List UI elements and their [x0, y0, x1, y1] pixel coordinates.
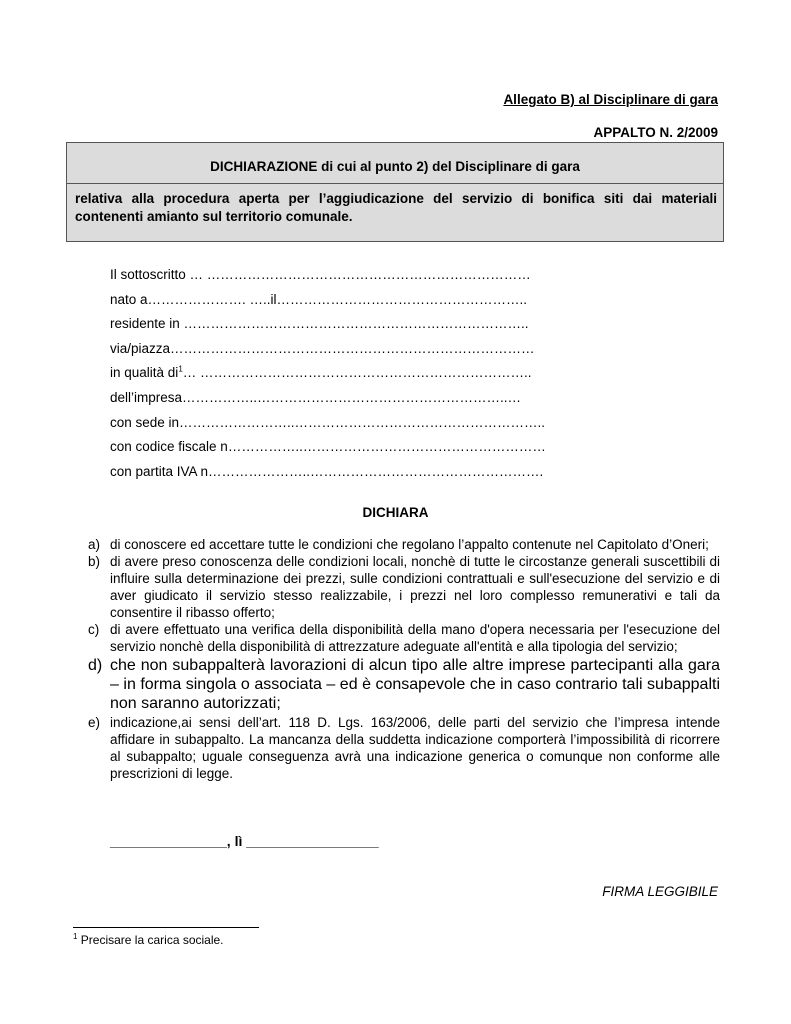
dichiara-heading: DICHIARA: [362, 505, 429, 520]
declarant-fields: [110, 267, 546, 488]
field-nato: [110, 292, 546, 317]
item-text: di avere effettuato una verifica della disponibilità della mano d'opera necessaria per l'esecuzione del servizio nonchè della disponibilità di attrezzature adeguate all'entità e alla tipologia del servizio;: [110, 622, 720, 654]
attachment-heading: Allegato B) al Disciplinare di gara: [503, 92, 718, 107]
field-text: dell’impresa……………..………………………………………………..…: [110, 389, 522, 405]
item-text: indicazione,ai sensi dell’art. 118 D. Lgs. 163/2006, delle parti del servizio che l’impresa intende affidare in subappalto. La mancanza della suddetta indicazione comporterà l’impossibilità di ricorrere al subappalto; uguale conseguenza avrà una indicazione generica o comunque non conforme alle prescrizioni di legge.: [110, 715, 720, 781]
item-marker: b): [88, 554, 101, 569]
field-text: in qualità di: [110, 365, 179, 381]
footnote-rule: [73, 927, 259, 928]
field-via: [110, 341, 546, 366]
declaration-subject: relativa alla procedura aperta per l’aggiudicazione del servizio di bonifica siti dai materiali contenenti amianto sul territorio comunale.: [75, 191, 717, 224]
declaration-item: [88, 714, 720, 782]
field-text: via/piazza………………………………………………………………………: [110, 340, 535, 356]
item-marker: a): [88, 537, 101, 552]
field-text: con sede in……………………..………………………………………………..: [110, 414, 546, 430]
item-text: che non subappalterà lavorazioni di alcun tipo alle altre imprese partecipanti alla gara – in forma singola o associata – ed è consapevole che in caso contrario tali subappalti non saranno autorizzati;: [110, 657, 720, 712]
box-divider: [67, 183, 723, 184]
declaration-title: DICHIARAZIONE di cui al punto 2) del Disciplinare di gara: [210, 159, 580, 174]
field-text: nato a…………………. …..il………………………………………………..: [110, 291, 528, 307]
field-text: residente in …………………………………………………………………..: [110, 316, 529, 332]
place-date-line: _______________, lì _________________: [110, 833, 379, 849]
field-impresa: [110, 390, 546, 415]
field-text-rest: … ………………………………………………………………..: [182, 365, 532, 381]
declaration-item: [88, 621, 720, 655]
declaration-list: [88, 536, 720, 782]
signature-label: FIRMA LEGGIBILE: [602, 884, 718, 899]
footnote-ref: 1: [178, 364, 183, 374]
footnote-number: 1: [73, 932, 78, 941]
field-text: con codice fiscale n……………..………………………………………………: [110, 439, 546, 455]
field-partita-iva: [110, 464, 546, 489]
item-text: di avere preso conoscenza delle condizioni locali, nonchè di tutte le circostanze generali suscettibili di influire sulla determinazione dei prezzi, sulle condizioni contrattuali e sull'esecuzione del servizio e di aver giudicato il servizio stesso realizzabile, i prezzi nel loro complesso remunerativi e tali da consentire il ribasso offerto;: [110, 554, 720, 620]
declaration-item: [88, 536, 720, 553]
item-text: di conoscere ed accettare tutte le condizioni che regolano l’appalto contenute nel Capitolato d’Oneri;: [110, 537, 709, 552]
field-sottoscritto: [110, 267, 546, 292]
declaration-title-box: [66, 142, 724, 242]
field-sede: [110, 415, 546, 440]
item-marker: d): [88, 657, 103, 674]
field-residente: [110, 316, 546, 341]
item-marker: c): [88, 622, 100, 637]
declaration-item: [88, 553, 720, 621]
field-qualita: [110, 365, 546, 390]
field-text: Il sottoscritto … ………………………………………………………………: [110, 267, 531, 282]
contract-number: APPALTO N. 2/2009: [593, 125, 718, 140]
field-codice-fiscale: [110, 439, 546, 464]
field-text: con partita IVA n…………………..…………………………………………….: [110, 463, 544, 479]
footnote: [73, 932, 224, 947]
footnote-text: Precisare la carica sociale.: [77, 933, 224, 947]
declaration-item: [88, 656, 720, 713]
item-marker: e): [88, 715, 101, 730]
